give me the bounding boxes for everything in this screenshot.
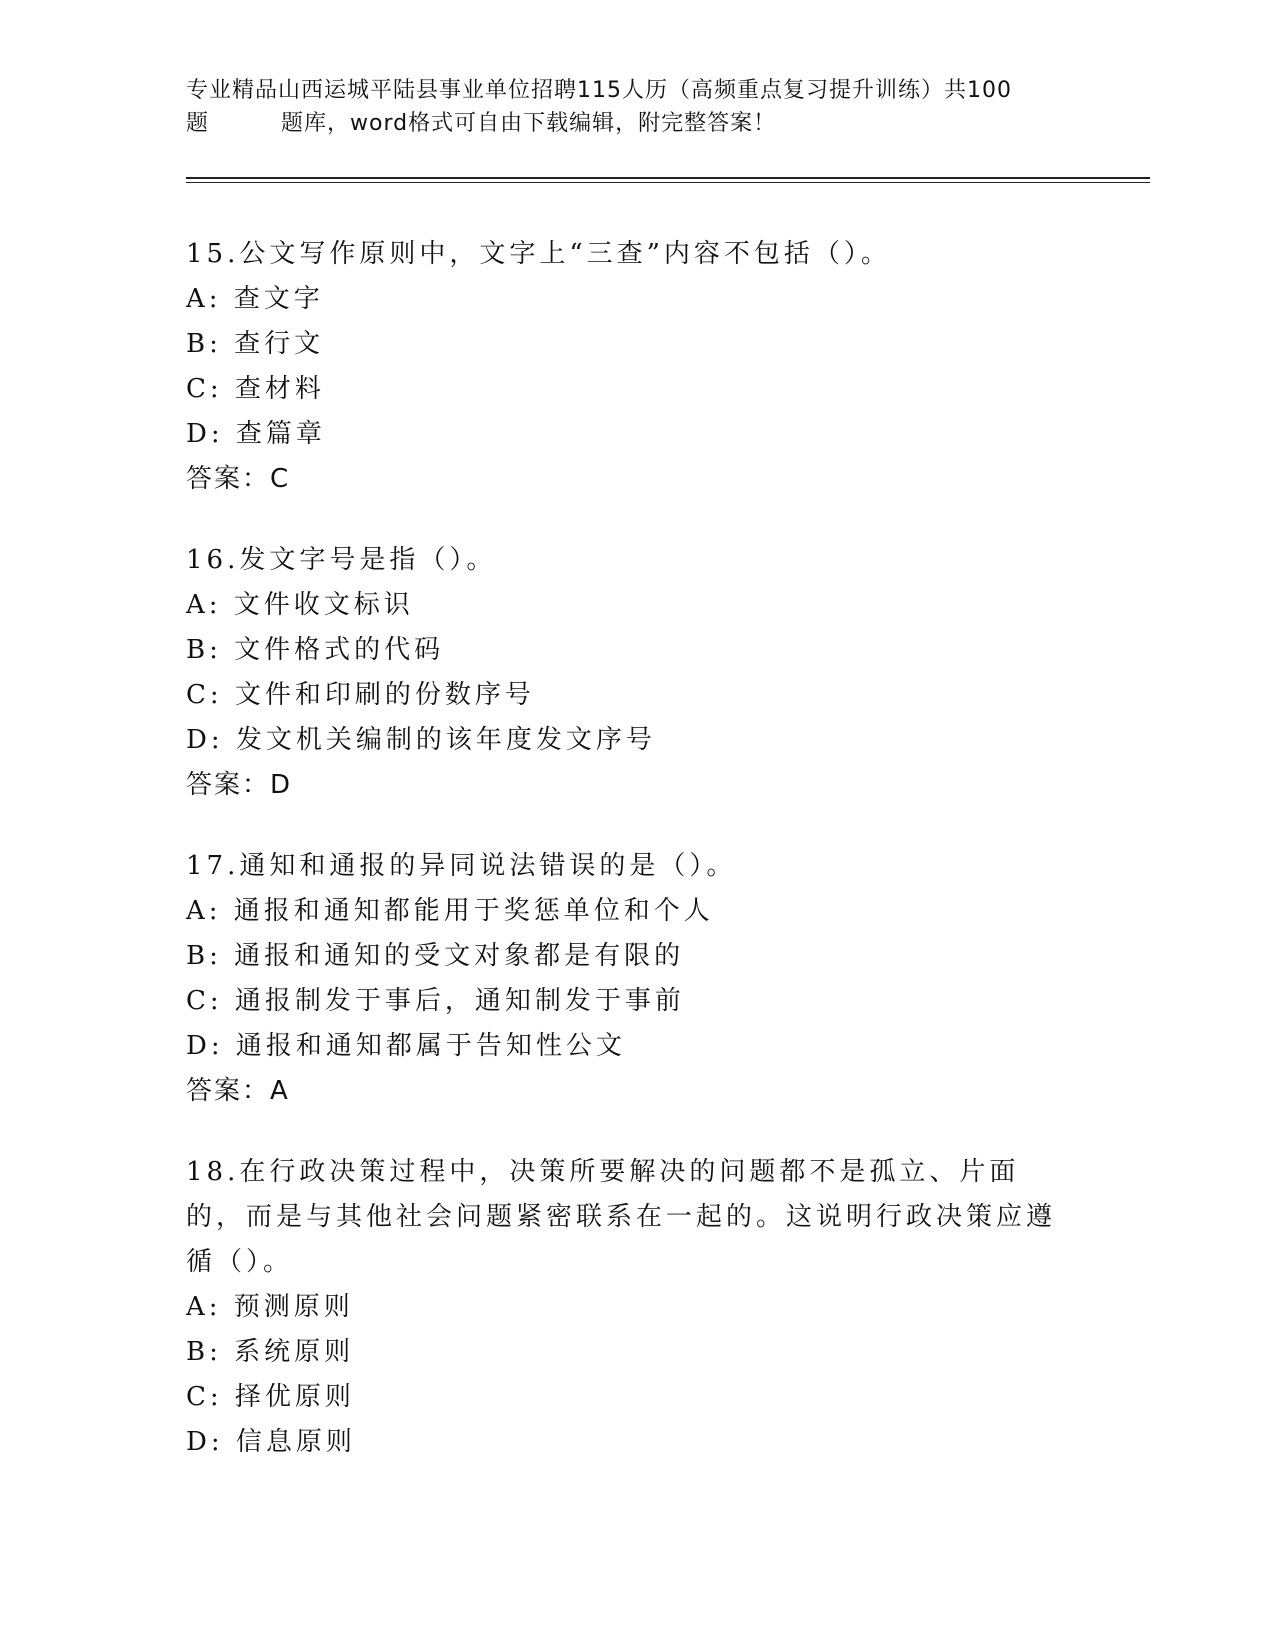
document-header xyxy=(186,74,1106,140)
option-c: C: 通报制发于事后，通知制发于事前 xyxy=(186,986,685,1016)
option-a: A: 查文字 xyxy=(186,284,324,314)
option-b: B: 系统原则 xyxy=(186,1337,355,1367)
answer-label: 答案：C xyxy=(186,464,291,494)
answer-label: 答案：D xyxy=(186,770,293,800)
header-title-line1: 专业精品山西运城平陆县事业单位招聘115人历（高频重点复习提升训练）共100 xyxy=(186,78,1012,103)
question-stem: 17.通知和通报的异同说法错误的是（）。 xyxy=(186,851,737,881)
question-stem: 16.发文字号是指（）。 xyxy=(186,545,497,575)
option-d: D: 发文机关编制的该年度发文序号 xyxy=(186,725,656,755)
option-a: A: 文件收文标识 xyxy=(186,590,414,620)
answer-label: 答案：A xyxy=(186,1076,290,1106)
option-a: A: 通报和通知都能用于奖惩单位和个人 xyxy=(186,896,714,926)
question-16 xyxy=(186,538,1086,808)
question-stem: 18.在行政决策过程中，决策所要解决的问题都不是孤立、片面的，而是与其他社会问题紧密联系在一起的。这说明行政决策应遵循（）。 xyxy=(186,1157,1057,1277)
option-b: B: 查行文 xyxy=(186,329,325,359)
question-17 xyxy=(186,844,1086,1114)
question-15 xyxy=(186,232,1086,502)
header-title-line2 xyxy=(186,107,1106,140)
option-c: C: 择优原则 xyxy=(186,1382,355,1412)
option-c: C: 文件和印刷的份数序号 xyxy=(186,680,535,710)
option-d: D: 信息原则 xyxy=(186,1427,356,1457)
header-divider-thick xyxy=(186,177,1150,179)
option-b: B: 通报和通知的受文对象都是有限的 xyxy=(186,941,685,971)
option-c: C: 查材料 xyxy=(186,374,325,404)
question-18 xyxy=(186,1150,1086,1465)
question-stem: 15.公文写作原则中，文字上“三查”内容不包括（）。 xyxy=(186,239,891,269)
header-title-line2-end: 题库，word格式可自由下载编辑，附完整答案！ xyxy=(281,111,777,136)
header-title-line2-start: 题 xyxy=(186,111,210,136)
question-list xyxy=(186,232,1086,1501)
option-d: D: 查篇章 xyxy=(186,419,326,449)
option-d: D: 通报和通知都属于告知性公文 xyxy=(186,1031,626,1061)
header-divider-thin xyxy=(186,182,1150,183)
option-b: B: 文件格式的代码 xyxy=(186,635,445,665)
option-a: A: 预测原则 xyxy=(186,1292,354,1322)
